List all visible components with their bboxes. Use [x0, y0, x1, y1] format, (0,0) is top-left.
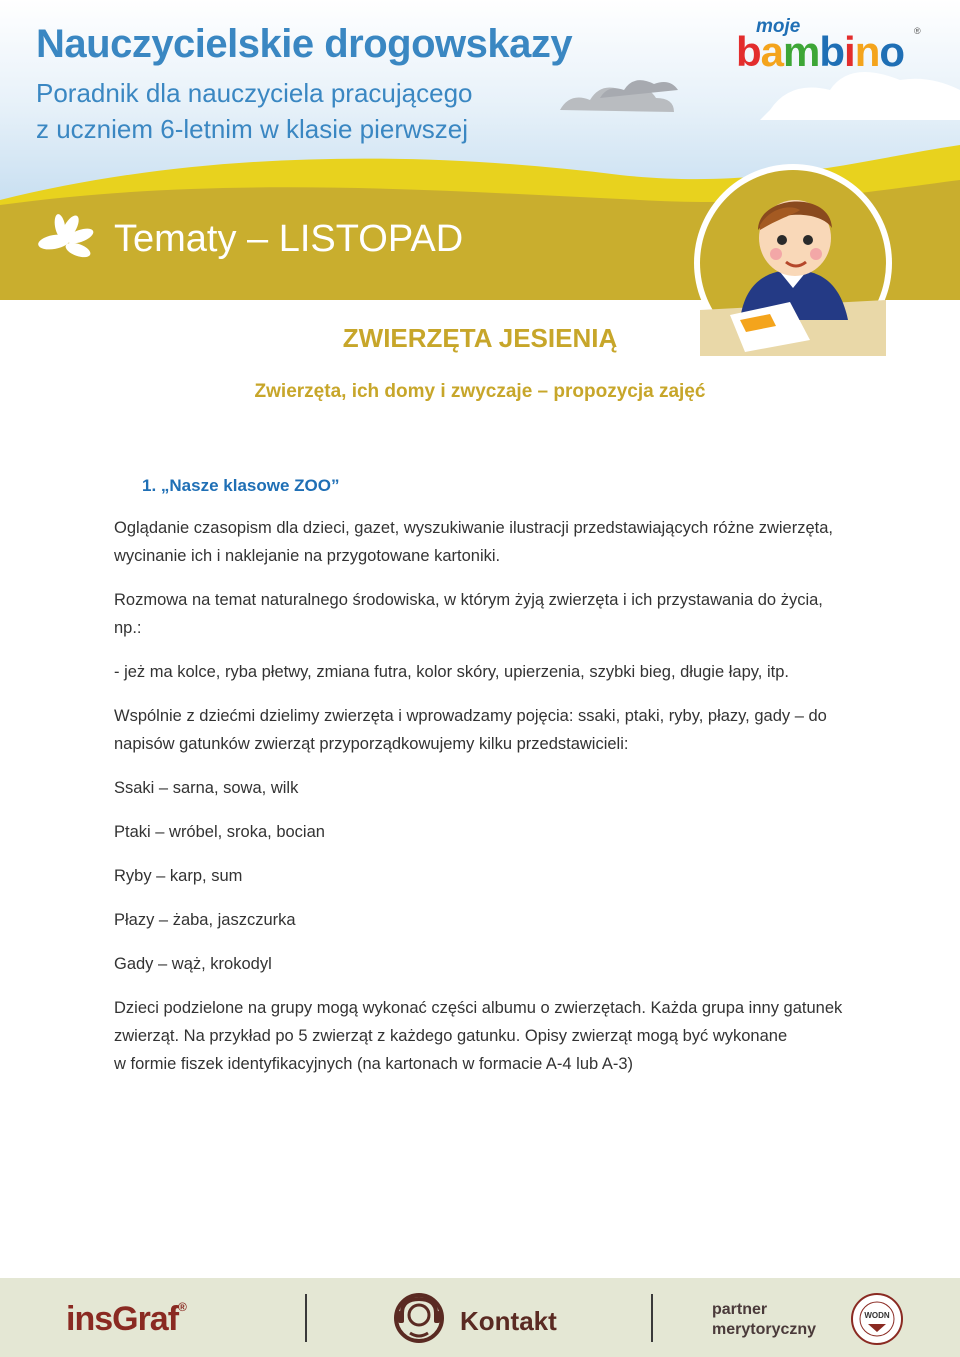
paragraph-line: Wspólnie z dziećmi dzielimy zwierzęta i wprowadzamy pojęcia: ssaki, ptaki, ryby, płazy, gady – do: [114, 707, 827, 725]
registered-mark: ®: [914, 26, 921, 36]
kontakt-logo-icon: [388, 1293, 450, 1343]
list-item: Ssaki – sarna, sowa, wilk: [114, 779, 299, 797]
insgraf-logo: insGraf®: [66, 1300, 186, 1338]
paragraph-line: zwierząt. Na przykład po 5 zwierząt z każdego gatunku. Opisy zwierząt mogą być wykonane: [114, 1027, 788, 1045]
paragraph-line: wycinanie ich i naklejanie na przygotowane kartoniki.: [114, 547, 501, 565]
paragraph-line: w formie fiszek identyfikacyjnych (na kartonach w formacie A-4 lub A-3): [114, 1055, 634, 1073]
list-item: Płazy – żaba, jaszczurka: [114, 911, 296, 929]
leaf-icon: [36, 212, 94, 262]
paragraph-line: Dzieci podzielone na grupy mogą wykonać części albumu o zwierzętach. Każda grupa inny gatunek: [114, 999, 843, 1017]
footer-divider: [651, 1294, 653, 1342]
paragraph-line: napisów gatunków zwierząt przyporządkowujemy kilku przedstawicieli:: [114, 735, 629, 753]
logo-big-text: bambino: [736, 28, 905, 75]
logo-small-text: moje: [756, 16, 801, 37]
document-body: [114, 472, 846, 1094]
paragraph: [114, 586, 846, 642]
subtitle-line: Poradnik dla nauczyciela pracującego: [36, 78, 473, 108]
section-heading: 1. „Nasze klasowe ZOO”: [142, 476, 340, 495]
svg-text:WODN: WODN: [864, 1311, 890, 1320]
paragraph-line: Rozmowa na temat naturalnego środowiska, w którym żyją zwierzęta i ich przystawania do życia,: [114, 591, 823, 609]
paragraph-line: np.:: [114, 619, 142, 637]
list-item: Ryby – karp, sum: [114, 867, 243, 885]
list-item: Ptaki – wróbel, sroka, bocian: [114, 823, 325, 841]
section-title: Tematy – LISTOPAD: [114, 218, 464, 260]
paragraph-line: Oglądanie czasopism dla dzieci, gazet, wyszukiwanie ilustracji przedstawiających różne zwierzęta,: [114, 519, 833, 537]
topic-title: ZWIERZĘTA JESIENIĄ: [342, 323, 618, 353]
list-item: Gady – wąż, krokodyl: [114, 955, 272, 973]
kontakt-label: Kontakt: [460, 1306, 557, 1336]
paragraph: [114, 702, 846, 758]
paragraph-line: - jeż ma kolce, ryba płetwy, zmiana futra, kolor skóry, upierzenia, szybki bieg, długie łapy, itp.: [114, 663, 789, 681]
paragraph: [114, 994, 846, 1078]
main-title: Nauczycielskie drogowskazy: [36, 22, 573, 66]
paragraph: [114, 658, 846, 686]
subtitle: [36, 75, 473, 147]
subtitle-line: z uczniem 6-letnim w klasie pierwszej: [36, 114, 469, 144]
topic-subtitle: Zwierzęta, ich domy i zwyczaje – propozycja zajęć: [254, 381, 706, 402]
bambino-logo: [732, 16, 928, 75]
footer-divider: [305, 1294, 307, 1342]
paragraph: [114, 514, 846, 570]
wodn-seal-icon: [850, 1292, 904, 1346]
footer: [0, 1278, 960, 1357]
partner-label: partner merytoryczny: [712, 1301, 817, 1338]
